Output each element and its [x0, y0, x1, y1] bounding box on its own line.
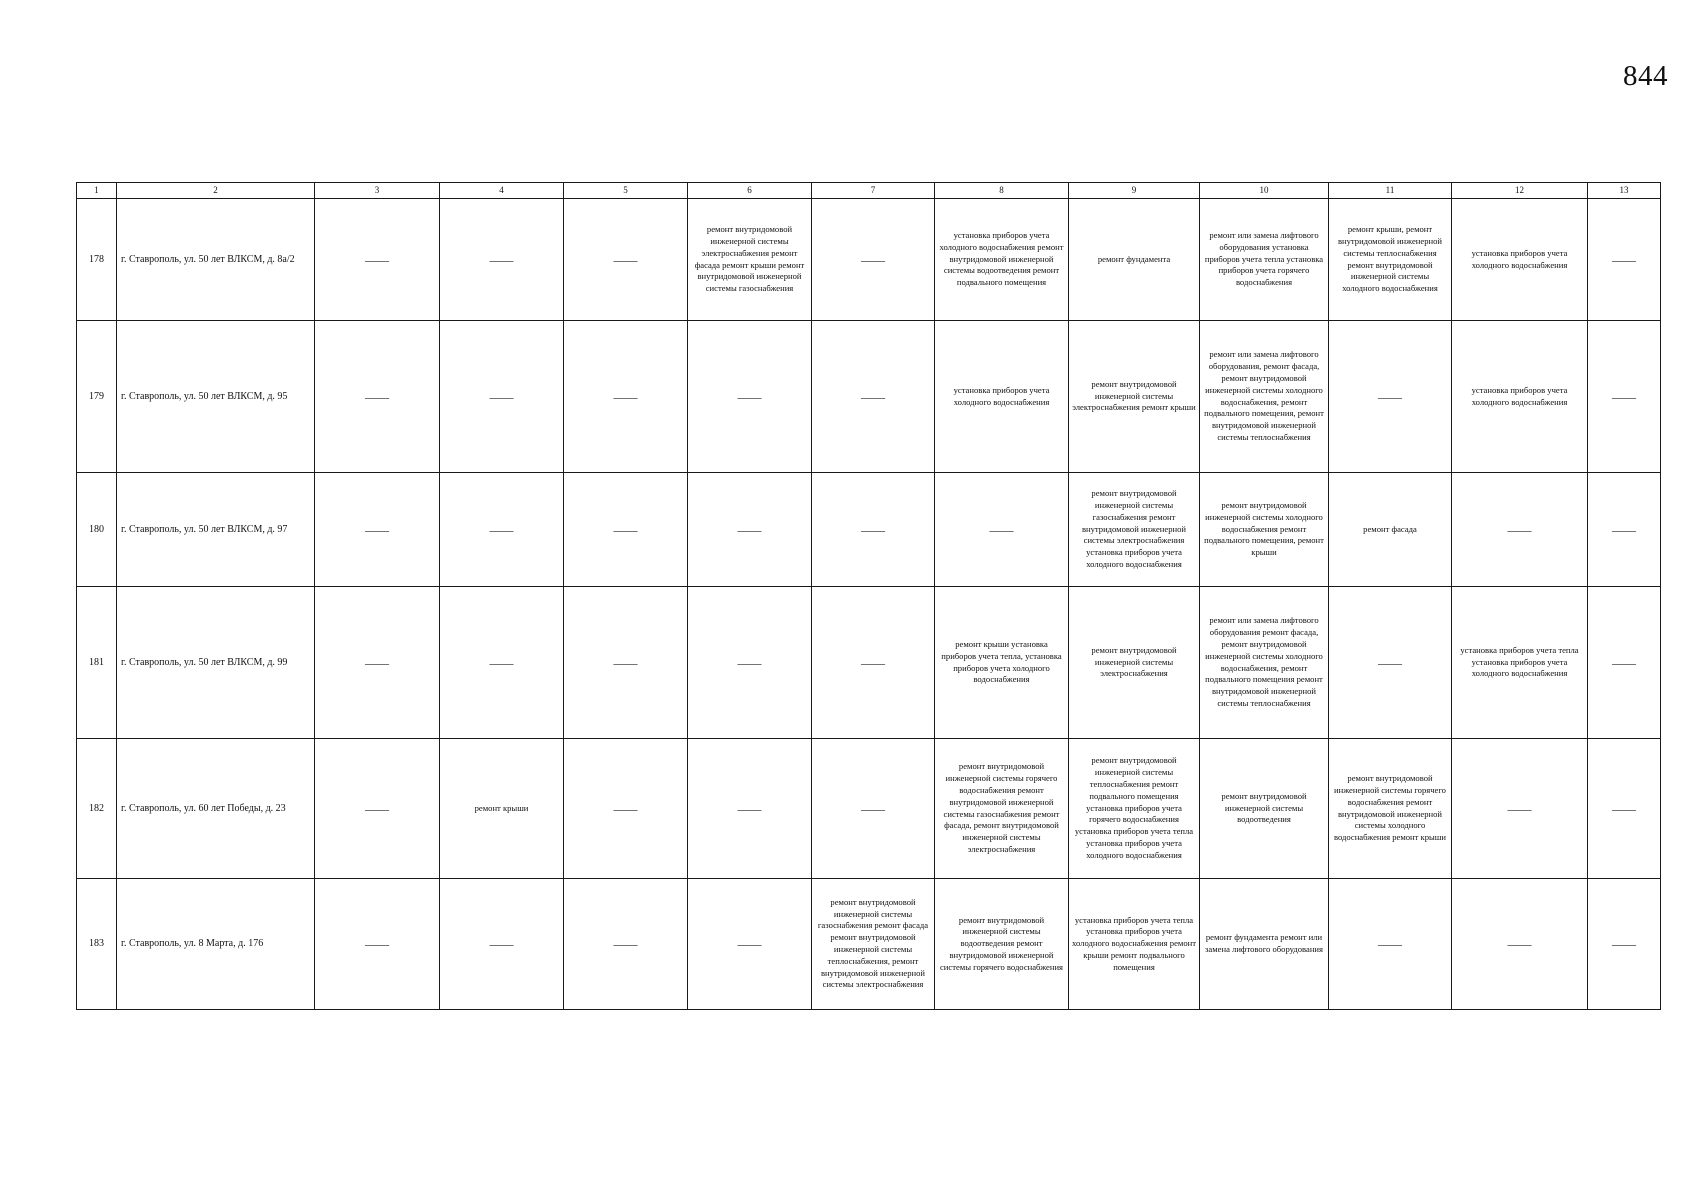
- column-number-header: 10: [1200, 183, 1329, 199]
- empty-dash-cell: ——: [315, 473, 440, 587]
- work-type-cell: ремонт крыши: [440, 739, 564, 879]
- empty-dash-cell: ——: [1329, 587, 1452, 739]
- empty-dash-cell: ——: [564, 879, 688, 1010]
- empty-dash-cell: ——: [935, 473, 1069, 587]
- work-type-cell: ремонт внутридомовой инженерной системы теплоснабжения ремонт подвального помещения установка приборов учета горячего водоснабжения установка приборов учета тепла установка приборов учета холодного водоснабжения: [1069, 739, 1200, 879]
- empty-dash-cell: ——: [1588, 587, 1661, 739]
- row-number-cell: 182: [77, 739, 117, 879]
- work-type-cell: установка приборов учета холодного водоснабжения: [1452, 321, 1588, 473]
- work-type-cell: ремонт или замена лифтового оборудования установка приборов учета тепла установка приборов учета горячего водоснабжения: [1200, 199, 1329, 321]
- column-number-header: 4: [440, 183, 564, 199]
- work-type-cell: установка приборов учета холодного водоснабжения ремонт внутридомовой инженерной системы водоотведения ремонт подвального помещения: [935, 199, 1069, 321]
- repair-plan-table: [76, 182, 1661, 1010]
- empty-dash-cell: ——: [564, 739, 688, 879]
- address-cell: г. Ставрополь, ул. 50 лет ВЛКСМ, д. 8а/2: [117, 199, 315, 321]
- empty-dash-cell: ——: [440, 473, 564, 587]
- address-cell: г. Ставрополь, ул. 50 лет ВЛКСМ, д. 97: [117, 473, 315, 587]
- empty-dash-cell: ——: [812, 473, 935, 587]
- table-row: [77, 739, 1661, 879]
- address-cell: г. Ставрополь, ул. 60 лет Победы, д. 23: [117, 739, 315, 879]
- work-type-cell: ремонт фундамента: [1069, 199, 1200, 321]
- column-number-row: [77, 183, 1661, 199]
- column-number-header: 2: [117, 183, 315, 199]
- empty-dash-cell: ——: [440, 879, 564, 1010]
- row-number-cell: 181: [77, 587, 117, 739]
- work-type-cell: ремонт внутридомовой инженерной системы электроснабжения ремонт фасада ремонт крыши ремонт внутридомовой инженерной системы газоснабжения: [688, 199, 812, 321]
- empty-dash-cell: ——: [812, 739, 935, 879]
- work-type-cell: ремонт внутридомовой инженерной системы водоотведения ремонт внутридомовой инженерной системы горячего водоснабжения: [935, 879, 1069, 1010]
- empty-dash-cell: ——: [440, 587, 564, 739]
- work-type-cell: ремонт внутридомовой инженерной системы горячего водоснабжения ремонт внутридомовой инженерной системы холодного водоснабжения ремонт крыши: [1329, 739, 1452, 879]
- row-number-cell: 179: [77, 321, 117, 473]
- table-row: [77, 321, 1661, 473]
- table-row: [77, 199, 1661, 321]
- column-number-header: 7: [812, 183, 935, 199]
- column-number-header: 3: [315, 183, 440, 199]
- work-type-cell: установка приборов учета тепла установка приборов учета холодного водоснабжения ремонт крыши ремонт подвального помещения: [1069, 879, 1200, 1010]
- table-row: [77, 473, 1661, 587]
- empty-dash-cell: ——: [812, 587, 935, 739]
- empty-dash-cell: ——: [1588, 473, 1661, 587]
- work-type-cell: установка приборов учета тепла установка приборов учета холодного водоснабжения: [1452, 587, 1588, 739]
- empty-dash-cell: ——: [564, 321, 688, 473]
- work-type-cell: установка приборов учета холодного водоснабжения: [935, 321, 1069, 473]
- empty-dash-cell: ——: [315, 199, 440, 321]
- table-row: [77, 879, 1661, 1010]
- column-number-header: 11: [1329, 183, 1452, 199]
- empty-dash-cell: ——: [1452, 879, 1588, 1010]
- work-type-cell: ремонт крыши установка приборов учета тепла, установка приборов учета холодного водоснабжения: [935, 587, 1069, 739]
- empty-dash-cell: ——: [1452, 739, 1588, 879]
- address-cell: г. Ставрополь, ул. 8 Марта, д. 176: [117, 879, 315, 1010]
- work-type-cell: ремонт или замена лифтового оборудования ремонт фасада, ремонт внутридомовой инженерной системы холодного водоснабжения, ремонт подвального помещения ремонт внутридомовой инженерной системы теплоснабжения: [1200, 587, 1329, 739]
- work-type-cell: ремонт крыши, ремонт внутридомовой инженерной системы теплоснабжения ремонт внутридомовой инженерной системы холодного водоснабжения: [1329, 199, 1452, 321]
- empty-dash-cell: ——: [688, 321, 812, 473]
- empty-dash-cell: ——: [564, 473, 688, 587]
- address-cell: г. Ставрополь, ул. 50 лет ВЛКСМ, д. 99: [117, 587, 315, 739]
- empty-dash-cell: ——: [688, 739, 812, 879]
- work-type-cell: ремонт внутридомовой инженерной системы электроснабжения ремонт крыши: [1069, 321, 1200, 473]
- work-type-cell: ремонт внутридомовой инженерной системы электроснабжения: [1069, 587, 1200, 739]
- empty-dash-cell: ——: [688, 587, 812, 739]
- column-number-header: 8: [935, 183, 1069, 199]
- work-type-cell: установка приборов учета холодного водоснабжения: [1452, 199, 1588, 321]
- address-cell: г. Ставрополь, ул. 50 лет ВЛКСМ, д. 95: [117, 321, 315, 473]
- empty-dash-cell: ——: [440, 321, 564, 473]
- empty-dash-cell: ——: [440, 199, 564, 321]
- row-number-cell: 183: [77, 879, 117, 1010]
- work-type-cell: ремонт внутридомовой инженерной системы газоснабжения ремонт внутридомовой инженерной системы электроснабжения установка приборов учета холодного водоснабжения: [1069, 473, 1200, 587]
- column-number-header: 6: [688, 183, 812, 199]
- page-number: 844: [1623, 60, 1668, 92]
- empty-dash-cell: ——: [1452, 473, 1588, 587]
- row-number-cell: 178: [77, 199, 117, 321]
- empty-dash-cell: ——: [315, 879, 440, 1010]
- empty-dash-cell: ——: [688, 473, 812, 587]
- empty-dash-cell: ——: [812, 321, 935, 473]
- empty-dash-cell: ——: [1588, 321, 1661, 473]
- work-type-cell: ремонт внутридомовой инженерной системы холодного водоснабжения ремонт подвального помещения, ремонт крыши: [1200, 473, 1329, 587]
- empty-dash-cell: ——: [315, 739, 440, 879]
- row-number-cell: 180: [77, 473, 117, 587]
- empty-dash-cell: ——: [1588, 879, 1661, 1010]
- empty-dash-cell: ——: [315, 321, 440, 473]
- empty-dash-cell: ——: [812, 199, 935, 321]
- work-type-cell: ремонт фундамента ремонт или замена лифтового оборудования: [1200, 879, 1329, 1010]
- table-row: [77, 587, 1661, 739]
- empty-dash-cell: ——: [1329, 321, 1452, 473]
- work-type-cell: ремонт фасада: [1329, 473, 1452, 587]
- work-type-cell: ремонт или замена лифтового оборудования, ремонт фасада, ремонт внутридомовой инженерной системы холодного водоснабжения, ремонт подвального помещения, ремонт внутридомовой инженерной системы теплоснабжения: [1200, 321, 1329, 473]
- empty-dash-cell: ——: [564, 587, 688, 739]
- work-type-cell: ремонт внутридомовой инженерной системы водоотведения: [1200, 739, 1329, 879]
- empty-dash-cell: ——: [688, 879, 812, 1010]
- empty-dash-cell: ——: [1329, 879, 1452, 1010]
- empty-dash-cell: ——: [1588, 739, 1661, 879]
- column-number-header: 9: [1069, 183, 1200, 199]
- column-number-header: 1: [77, 183, 117, 199]
- empty-dash-cell: ——: [315, 587, 440, 739]
- work-type-cell: ремонт внутридомовой инженерной системы газоснабжения ремонт фасада ремонт внутридомовой инженерной системы теплоснабжения, ремонт внутридомовой инженерной системы электроснабжения: [812, 879, 935, 1010]
- column-number-header: 12: [1452, 183, 1588, 199]
- column-number-header: 13: [1588, 183, 1661, 199]
- empty-dash-cell: ——: [1588, 199, 1661, 321]
- empty-dash-cell: ——: [564, 199, 688, 321]
- column-number-header: 5: [564, 183, 688, 199]
- work-type-cell: ремонт внутридомовой инженерной системы горячего водоснабжения ремонт внутридомовой инженерной системы газоснабжения ремонт фасада, ремонт внутридомовой инженерной системы электроснабжения: [935, 739, 1069, 879]
